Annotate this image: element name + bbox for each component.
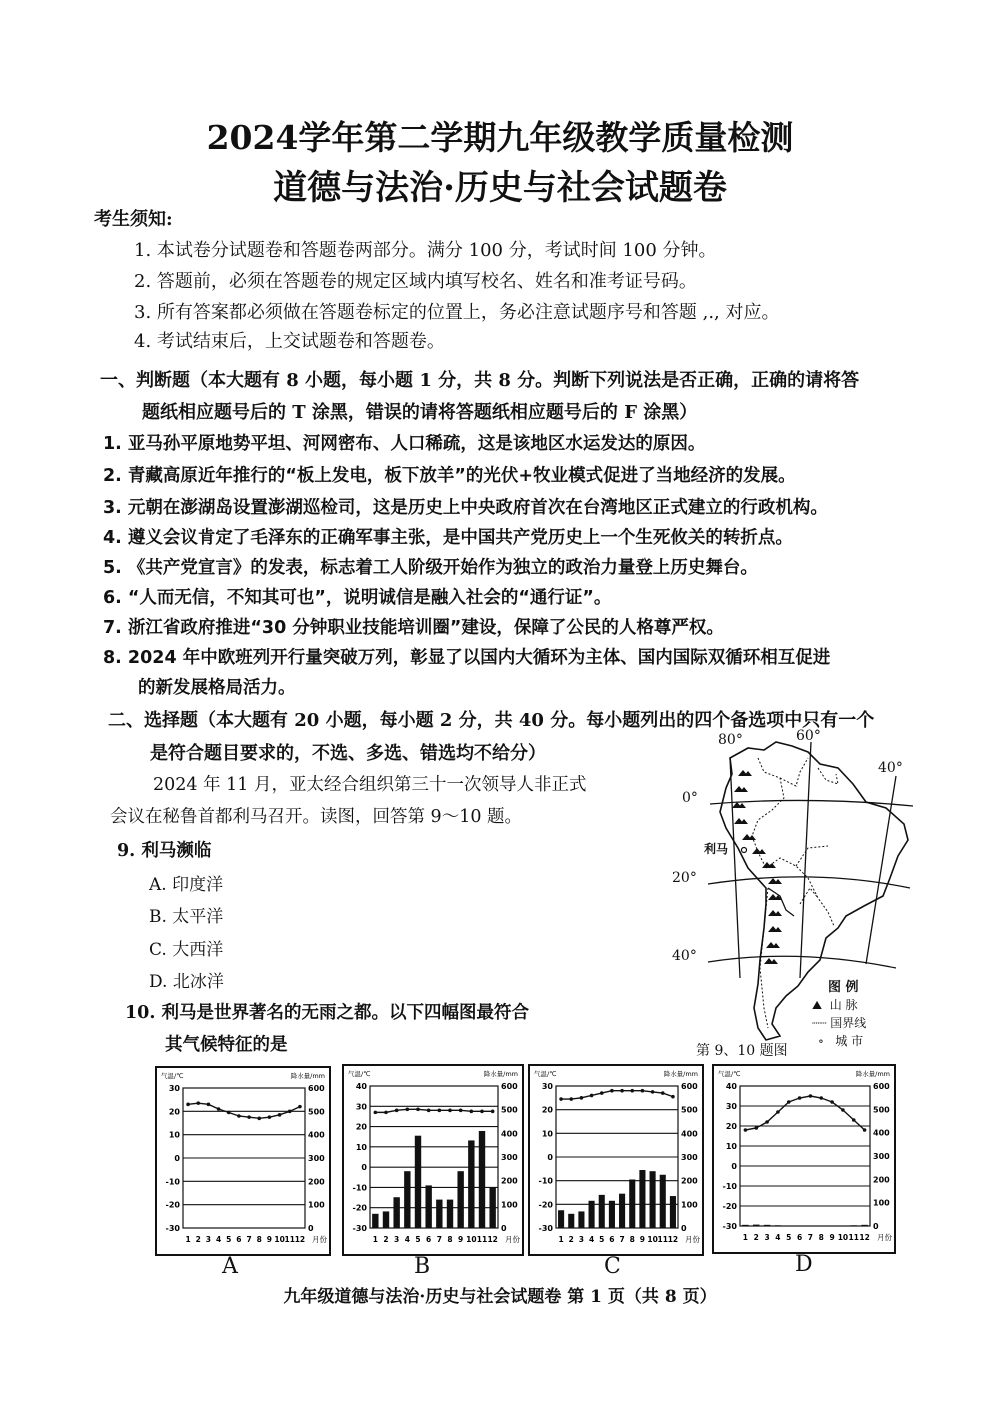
precip-tick-label: 300 — [681, 1153, 698, 1162]
precip-bar — [415, 1136, 421, 1228]
precip-bar — [786, 1226, 793, 1227]
chart-d-label: D — [795, 1252, 813, 1277]
temperature-point — [278, 1113, 282, 1117]
month-tick-label: 4 — [588, 1235, 595, 1244]
legend-mountain-label: 山 脉 — [829, 998, 858, 1012]
precip-bar — [568, 1214, 574, 1228]
temp-tick-label: 20 — [541, 1105, 553, 1115]
temperature-point — [406, 1108, 410, 1112]
y-axis-left-title: 气温/℃ — [161, 1072, 184, 1080]
notice-item: 3. 所有答案都必须做在答题卷标定的位置上，务必注意试题序号和答题 ,., 对应。 — [134, 302, 780, 323]
month-tick-label: 10 — [837, 1233, 849, 1242]
temperature-point — [395, 1109, 399, 1113]
temperature-point — [196, 1101, 200, 1105]
month-tick-label: 5 — [226, 1235, 232, 1244]
climate-chart-d — [712, 1064, 896, 1254]
x-axis-title: 月份 — [685, 1235, 700, 1244]
precip-bar — [195, 1228, 201, 1229]
meridian-60 — [800, 742, 811, 978]
temperature-point — [237, 1114, 241, 1118]
climate-chart-b — [342, 1064, 524, 1256]
precip-bar — [297, 1228, 303, 1229]
temperature-point — [559, 1097, 563, 1101]
precip-bar — [829, 1226, 836, 1227]
temperature-point — [863, 1128, 867, 1132]
temperature-point — [217, 1107, 221, 1111]
legend-title: 图 例 — [828, 980, 859, 995]
precip-tick-label: 600 — [308, 1084, 325, 1093]
lat-label-0: 0° — [682, 790, 698, 806]
month-tick-label: 3 — [394, 1235, 400, 1244]
precip-bar — [599, 1195, 605, 1228]
question-9-stem: 9. 利马濒临 — [117, 841, 212, 861]
y-axis-right-title: 降水量/mm — [290, 1072, 325, 1080]
y-axis-right-title: 降水量/mm — [663, 1070, 698, 1078]
precip-tick-label: 0 — [308, 1224, 314, 1233]
precip-tick-label: 400 — [873, 1128, 890, 1138]
temperature-point — [765, 1120, 769, 1124]
temp-tick-label: 0 — [174, 1154, 180, 1163]
month-tick-label: 11 — [476, 1235, 488, 1244]
judge-question-8-cont: 的新发展格局活力。 — [138, 678, 296, 698]
precip-bar — [457, 1171, 463, 1228]
precip-tick-label: 300 — [501, 1153, 518, 1162]
mountain-icon: ⛰ — [812, 998, 823, 1012]
precip-tick-label: 400 — [308, 1130, 325, 1140]
precip-bar — [753, 1225, 760, 1226]
temperature-point — [384, 1111, 388, 1115]
precip-bar — [840, 1226, 846, 1227]
precip-bar — [256, 1228, 262, 1229]
lima-label: 利马 — [704, 842, 729, 856]
map-caption: 第 9、10 题图 — [696, 1043, 788, 1059]
temperature-point — [754, 1126, 758, 1130]
y-axis-left-title: 气温/℃ — [718, 1070, 741, 1078]
precip-tick-label: 600 — [501, 1082, 518, 1091]
precip-tick-label: 100 — [873, 1198, 890, 1208]
precip-tick-label: 0 — [501, 1224, 507, 1233]
temperature-point — [227, 1111, 231, 1115]
precip-bar — [287, 1228, 293, 1229]
notice-item: 1. 本试卷分试题卷和答题卷两部分。满分 100 分，考试时间 100 分钟。 — [134, 240, 717, 261]
y-axis-left-title: 气温/℃ — [534, 1070, 557, 1078]
month-tick-label: 5 — [786, 1233, 792, 1242]
lon-label-60: 60° — [796, 728, 821, 744]
precip-tick-label: 500 — [501, 1105, 518, 1115]
temperature-point — [841, 1108, 845, 1112]
month-tick-label: 1 — [185, 1235, 191, 1244]
national-border — [760, 888, 768, 1028]
legend-border — [812, 1014, 866, 1031]
precip-bar — [775, 1225, 782, 1226]
temperature-point — [207, 1103, 211, 1107]
month-tick-label: 9 — [829, 1233, 835, 1242]
month-tick-label: 3 — [205, 1235, 212, 1244]
precip-bar — [639, 1170, 645, 1228]
x-axis-title: 月份 — [312, 1235, 327, 1244]
precip-tick-label: 500 — [681, 1105, 698, 1115]
national-border — [818, 768, 838, 784]
precip-tick-label: 600 — [681, 1082, 698, 1091]
question-intro-cont: 会议在秘鲁首都利马召开。读图，回答第 9～10 题。 — [110, 807, 523, 827]
temperature-point — [580, 1096, 584, 1100]
precip-tick-label: 0 — [873, 1222, 879, 1231]
precip-tick-label: 200 — [501, 1176, 518, 1186]
month-tick-label: 4 — [404, 1235, 410, 1244]
precip-tick-label: 600 — [873, 1082, 890, 1091]
precip-bar — [650, 1171, 656, 1228]
judge-question-4: 4. 遵义会议肯定了毛泽东的正确军事主张，是中国共产党历史上一个生死攸关的转折点。 — [103, 528, 793, 548]
temp-tick-label: 40 — [355, 1082, 367, 1091]
precip-tick-label: 100 — [501, 1200, 518, 1210]
lima-city-dot — [742, 848, 747, 853]
temp-tick-label: 0 — [731, 1162, 737, 1171]
legend-city — [818, 1032, 863, 1049]
precip-bar — [489, 1188, 495, 1228]
notice-heading: 考生须知: — [94, 209, 173, 230]
temp-tick-label: -20 — [722, 1202, 737, 1211]
temp-tick-label: -20 — [538, 1200, 553, 1210]
y-axis-right-title: 降水量/mm — [855, 1070, 890, 1078]
chart-a-label: A — [222, 1254, 238, 1279]
question-9-option-c: C. 大西洋 — [149, 940, 224, 960]
temp-tick-label: -30 — [352, 1224, 367, 1233]
temp-tick-label: 30 — [541, 1082, 553, 1091]
notice-item: 4. 考试结束后，上交试题卷和答题卷。 — [134, 331, 445, 352]
national-border — [796, 846, 828, 866]
temp-tick-label: 10 — [168, 1130, 180, 1140]
precip-bar — [629, 1179, 635, 1228]
question-9-option-b: B. 太平洋 — [149, 907, 224, 927]
precip-bar — [660, 1175, 666, 1228]
precip-tick-label: 100 — [681, 1200, 698, 1210]
temp-tick-label: 20 — [168, 1107, 180, 1117]
month-tick-label: 11 — [284, 1235, 295, 1244]
temperature-point — [298, 1105, 302, 1109]
temperature-point — [630, 1089, 634, 1093]
city-dot-icon: ∘ — [818, 1034, 824, 1048]
precip-bar — [266, 1228, 272, 1229]
temperature-point — [661, 1091, 665, 1095]
month-tick-label: 8 — [629, 1235, 635, 1244]
exam-subtitle: 道德与法治·历史与社会试题卷 — [273, 168, 727, 208]
parallel-40s — [708, 956, 896, 968]
month-tick-label: 6 — [609, 1235, 615, 1244]
temp-tick-label: -30 — [538, 1224, 553, 1233]
chart-b-label: B — [414, 1254, 431, 1279]
month-tick-label: 10 — [274, 1235, 285, 1244]
temp-tick-label: 30 — [725, 1102, 737, 1111]
precip-bar — [436, 1200, 442, 1228]
y-axis-right-title: 降水量/mm — [483, 1070, 518, 1078]
temperature-point — [491, 1110, 495, 1114]
precip-bar — [205, 1228, 211, 1229]
month-tick-label: 5 — [599, 1235, 605, 1244]
question-10-stem: 10. 利马是世界著名的无雨之都。以下四幅图最符合 — [125, 1003, 530, 1023]
plot-frame — [370, 1086, 498, 1228]
temperature-point — [744, 1128, 748, 1132]
section2-heading: 二、选择题（本大题有 20 小题，每小题 2 分，共 40 分。每小题列出的四个备选项中只有一个 — [108, 710, 875, 731]
temperature-point — [569, 1097, 573, 1101]
climate-chart-a — [155, 1066, 331, 1256]
precip-bar — [558, 1210, 564, 1228]
precip-bar — [185, 1228, 191, 1229]
temp-tick-label: 10 — [725, 1142, 737, 1151]
precip-bar — [246, 1228, 252, 1229]
month-tick-label: 7 — [436, 1235, 442, 1244]
month-tick-label: 3 — [578, 1235, 585, 1244]
month-tick-label: 1 — [742, 1233, 749, 1242]
temperature-point — [787, 1100, 791, 1104]
temperature-line — [561, 1091, 673, 1099]
month-tick-label: 6 — [236, 1235, 242, 1244]
section2-heading-cont: 是符合题目要求的，不选、多选、错选均不给分） — [150, 743, 546, 764]
judge-question-5: 5. 《共产党宣言》的发表，标志着工人阶级开始作为独立的政治力量登上历史舞台。 — [103, 558, 758, 578]
precip-bar — [447, 1200, 453, 1228]
legend-mountain — [812, 996, 858, 1013]
month-tick-label: 1 — [558, 1235, 564, 1244]
month-tick-label: 7 — [246, 1235, 252, 1244]
precip-bar — [468, 1140, 474, 1228]
month-tick-label: 11 — [657, 1235, 668, 1244]
temp-tick-label: -20 — [352, 1203, 367, 1213]
month-tick-label: 10 — [647, 1235, 658, 1244]
temp-tick-label: 10 — [355, 1142, 367, 1152]
precip-tick-label: 300 — [308, 1154, 325, 1163]
lat-label-40: 40° — [672, 948, 697, 964]
temperature-point — [830, 1100, 834, 1104]
south-america-map — [668, 728, 918, 1068]
temperature-point — [852, 1118, 856, 1122]
precip-bar — [578, 1211, 584, 1228]
month-tick-label: 8 — [256, 1235, 262, 1244]
month-tick-label: 9 — [266, 1235, 273, 1244]
temp-tick-label: -10 — [538, 1176, 553, 1186]
month-tick-label: 9 — [639, 1235, 646, 1244]
precip-bar — [479, 1131, 485, 1228]
precip-bar — [742, 1225, 749, 1226]
precip-tick-label: 400 — [501, 1129, 518, 1139]
temperature-point — [257, 1117, 261, 1121]
precip-tick-label: 0 — [681, 1224, 687, 1233]
temperature-point — [374, 1111, 378, 1115]
temp-tick-label: -30 — [722, 1222, 737, 1231]
temp-tick-label: -10 — [722, 1182, 737, 1191]
section1-heading: 一、判断题（本大题有 8 小题，每小题 1 分，共 8 分。判断下列说法是否正确，正确的请将答 — [100, 370, 860, 391]
month-tick-label: 2 — [383, 1235, 389, 1244]
precip-tick-label: 400 — [681, 1129, 698, 1139]
judge-question-3: 3. 元朝在澎湖岛设置澎湖巡检司，这是历史上中央政府首次在台湾地区正式建立的行政机构。 — [103, 498, 828, 518]
month-tick-label: 2 — [568, 1235, 574, 1244]
notice-item: 2. 答题前，必须在答题卷的规定区域内填写校名、姓名和准考证号码。 — [134, 271, 697, 292]
precip-bar — [609, 1201, 615, 1228]
month-tick-label: 8 — [447, 1235, 453, 1244]
climate-chart-c — [528, 1064, 704, 1256]
lon-label-40: 40° — [878, 760, 903, 776]
chart-c-label: C — [604, 1254, 621, 1279]
precip-tick-label: 500 — [873, 1105, 890, 1115]
temperature-point — [620, 1089, 624, 1093]
month-tick-label: 2 — [195, 1235, 201, 1244]
month-tick-label: 12 — [487, 1235, 498, 1244]
temperature-point — [438, 1109, 442, 1113]
temperature-point — [480, 1110, 484, 1114]
precip-bar — [861, 1225, 868, 1226]
temp-tick-label: 40 — [725, 1082, 737, 1091]
precip-bar — [404, 1171, 410, 1228]
month-tick-label: 5 — [415, 1235, 421, 1244]
lat-label-20: 20° — [672, 870, 697, 886]
judge-question-7: 7. 浙江省政府推进“30 分钟职业技能培训圈”建设，保障了公民的人格尊严权。 — [103, 618, 724, 638]
temperature-point — [600, 1091, 604, 1095]
legend-border-label: 国界线 — [830, 1016, 867, 1030]
precip-tick-label: 200 — [873, 1175, 890, 1185]
judge-question-8: 8. 2024 年中欧班列开行量突破万列，彰显了以国内大循环为主体、国内国际双循环相互促进 — [103, 648, 831, 668]
month-tick-label: 10 — [466, 1235, 477, 1244]
temperature-point — [416, 1108, 420, 1112]
exam-title: 2024学年第二学期九年级教学质量检测 — [206, 118, 794, 157]
temperature-point — [247, 1115, 251, 1119]
question-10-stem-cont: 其气候特征的是 — [165, 1035, 288, 1055]
question-9-option-d: D. 北冰洋 — [149, 972, 224, 992]
temperature-point — [470, 1110, 474, 1114]
month-tick-label: 4 — [775, 1233, 781, 1242]
precip-bar — [216, 1228, 222, 1229]
temp-tick-label: 30 — [355, 1102, 367, 1112]
temperature-point — [268, 1115, 272, 1119]
precip-tick-label: 300 — [873, 1152, 890, 1161]
precip-tick-label: 200 — [681, 1176, 698, 1186]
y-axis-left-title: 气温/℃ — [348, 1070, 371, 1078]
temperature-point — [459, 1109, 463, 1113]
month-tick-label: 11 — [848, 1233, 859, 1242]
lon-label-80: 80° — [718, 732, 743, 748]
temp-tick-label: 20 — [725, 1122, 737, 1131]
temperature-point — [610, 1089, 614, 1093]
precip-bar — [818, 1226, 825, 1227]
temperature-point — [590, 1094, 594, 1098]
national-border — [800, 888, 818, 904]
temp-tick-label: -20 — [165, 1200, 180, 1210]
temp-tick-label: 20 — [355, 1122, 367, 1132]
month-tick-label: 12 — [294, 1235, 306, 1244]
national-border — [780, 758, 808, 786]
question-9-option-a: A. 印度洋 — [149, 875, 224, 895]
precip-bar — [589, 1201, 595, 1228]
temperature-line — [375, 1109, 492, 1112]
plot-frame — [740, 1086, 870, 1226]
temperature-point — [288, 1110, 292, 1114]
precip-bar — [226, 1228, 232, 1229]
month-tick-label: 6 — [796, 1233, 803, 1242]
precip-bar — [764, 1225, 771, 1226]
month-tick-label: 3 — [764, 1233, 770, 1242]
temperature-point — [671, 1095, 675, 1099]
temperature-point — [427, 1109, 431, 1113]
month-tick-label: 12 — [667, 1235, 679, 1244]
temperature-point — [448, 1109, 452, 1113]
month-tick-label: 9 — [458, 1235, 464, 1244]
judge-question-6: 6. “人而无信，不知其可也”，说明诚信是融入社会的“通行证”。 — [103, 588, 612, 608]
month-tick-label: 7 — [807, 1233, 814, 1242]
temperature-point — [651, 1090, 655, 1094]
precip-bar — [670, 1196, 676, 1228]
page-footer: 九年级道德与法治·历史与社会试题卷 第 1 页（共 8 页） — [283, 1287, 717, 1307]
temperature-line — [188, 1103, 300, 1118]
month-tick-label: 7 — [619, 1235, 625, 1244]
x-axis-title: 月份 — [877, 1233, 892, 1242]
border-line-icon: ┈┈ — [812, 1016, 827, 1030]
temp-tick-label: 0 — [547, 1153, 553, 1162]
question-intro: 2024 年 11 月，亚太经合组织第三十一次领导人非正式 — [153, 775, 587, 795]
precip-tick-label: 500 — [308, 1107, 325, 1117]
precip-bar — [372, 1214, 378, 1228]
precip-tick-label: 100 — [308, 1200, 325, 1210]
precip-bar — [796, 1226, 803, 1227]
legend-city-label: 城 市 — [835, 1034, 864, 1048]
precip-bar — [425, 1185, 431, 1228]
month-tick-label: 8 — [818, 1233, 824, 1242]
month-tick-label: 4 — [215, 1235, 222, 1244]
section1-heading-cont: 题纸相应题号后的 T 涂黑，错误的请将答题纸相应题号后的 F 涂黑） — [142, 402, 698, 423]
month-tick-label: 2 — [753, 1233, 759, 1242]
judge-question-1: 1. 亚马孙平原地势平坦、河网密布、人口稀疏，这是该地区水运发达的原因。 — [103, 434, 706, 454]
temperature-point — [186, 1103, 190, 1107]
temp-tick-label: 30 — [168, 1084, 180, 1093]
precip-bar — [393, 1197, 399, 1228]
precip-bar — [236, 1228, 242, 1229]
temperature-point — [809, 1094, 813, 1098]
temp-tick-label: -30 — [165, 1224, 180, 1233]
precip-tick-label: 200 — [308, 1177, 325, 1187]
month-tick-label: 6 — [426, 1235, 432, 1244]
month-tick-label: 12 — [859, 1233, 870, 1242]
temp-tick-label: -10 — [165, 1177, 180, 1187]
temperature-point — [641, 1089, 645, 1093]
precip-bar — [277, 1228, 283, 1229]
precip-bar — [807, 1226, 814, 1227]
precip-bar — [851, 1225, 858, 1226]
precip-bar — [383, 1211, 389, 1228]
temp-tick-label: 10 — [541, 1129, 553, 1139]
precip-bar — [619, 1194, 625, 1228]
temperature-point — [776, 1110, 780, 1114]
temperature-point — [819, 1096, 823, 1100]
judge-question-2: 2. 青藏高原近年推行的“板上发电，板下放羊”的光伏+牧业模式促进了当地经济的发展。 — [103, 466, 796, 486]
temperature-line — [745, 1096, 864, 1130]
temperature-point — [798, 1096, 802, 1100]
x-axis-title: 月份 — [505, 1235, 520, 1244]
temp-tick-label: -10 — [352, 1183, 367, 1193]
month-tick-label: 1 — [372, 1235, 378, 1244]
temp-tick-label: 0 — [361, 1163, 367, 1173]
andes-mountains — [732, 770, 782, 964]
